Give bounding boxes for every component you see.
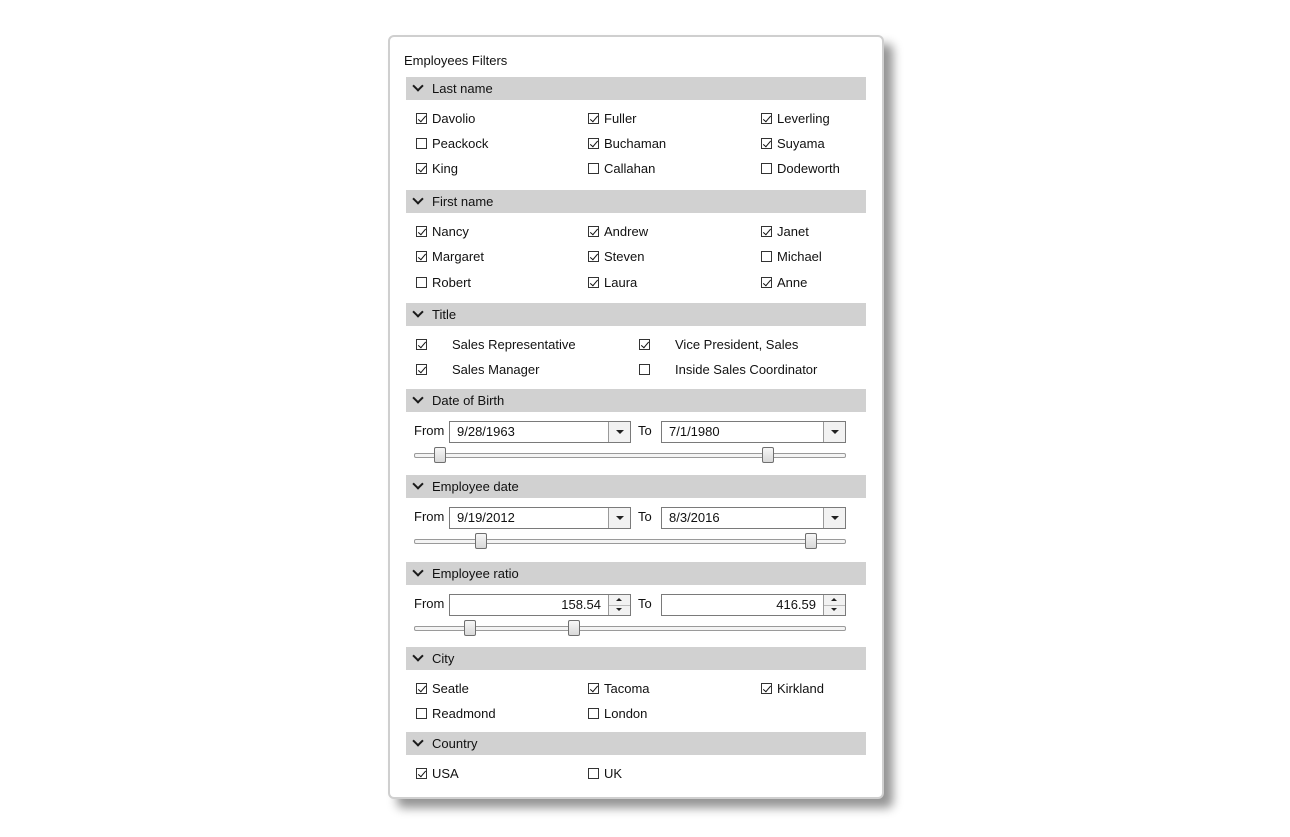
date-of-birth-to-dropdown[interactable] — [661, 421, 846, 443]
checkbox-box — [416, 113, 427, 124]
checkbox-label: Anne — [777, 275, 808, 290]
checkbox-box — [761, 138, 772, 149]
checkbox-box — [416, 251, 427, 262]
checkbox-box — [761, 277, 772, 288]
chevron-down-icon — [412, 193, 423, 204]
section-header-country[interactable] — [406, 732, 866, 755]
checkbox-label: Leverling — [777, 111, 830, 126]
checkbox-label: Robert — [432, 275, 472, 290]
date-of-birth-from-value: 9/28/1963 — [457, 424, 515, 439]
checkbox-label: Suyama — [777, 136, 825, 151]
date-of-birth-from-dropdown[interactable] — [449, 421, 631, 443]
employee-date-from-value: 9/19/2012 — [457, 510, 515, 525]
employee-date-to-value: 8/3/2016 — [669, 510, 720, 525]
checkbox-label: Margaret — [432, 249, 485, 264]
checkbox-box — [416, 708, 427, 719]
to-label: To — [638, 423, 652, 438]
section-header-employee-ratio[interactable] — [406, 562, 866, 585]
date-of-birth-to-value: 7/1/1980 — [669, 424, 720, 439]
chevron-down-icon — [412, 650, 423, 661]
employee-ratio-slider-low-thumb[interactable] — [464, 620, 476, 636]
employees-filters-panel — [388, 35, 884, 799]
checkbox-label: Andrew — [604, 224, 649, 239]
section-header-first-name[interactable] — [406, 190, 866, 213]
panel-title: Employees Filters — [404, 53, 508, 68]
section-header-city[interactable] — [406, 647, 866, 670]
checkbox-label: Peackock — [432, 136, 489, 151]
checkbox-label: Inside Sales Coordinator — [675, 362, 818, 377]
section-header-label: City — [432, 651, 455, 666]
employee-ratio-slider-track[interactable] — [414, 626, 846, 631]
checkbox-label: Dodeworth — [777, 161, 840, 176]
checkbox-label: Kirkland — [777, 681, 824, 696]
chevron-down-icon — [412, 80, 423, 91]
checkbox-box — [761, 163, 772, 174]
checkbox-label: UK — [604, 766, 623, 781]
employee-date-slider-high-thumb[interactable] — [805, 533, 817, 549]
checkbox-box — [761, 251, 772, 262]
checkbox-box — [416, 226, 427, 237]
from-label: From — [414, 423, 445, 438]
checkbox-box — [761, 226, 772, 237]
checkbox-label: Sales Manager — [452, 362, 540, 377]
checkbox-box — [639, 339, 650, 350]
dropdown-arrow-icon[interactable] — [823, 422, 845, 442]
chevron-down-icon — [412, 478, 423, 489]
date-of-birth-slider-high-thumb[interactable] — [762, 447, 774, 463]
checkbox-label: Callahan — [604, 161, 656, 176]
to-label: To — [638, 596, 652, 611]
checkbox-label: Buchaman — [604, 136, 667, 151]
checkbox-label: Nancy — [432, 224, 469, 239]
checkbox-label: Fuller — [604, 111, 637, 126]
dropdown-arrow-icon[interactable] — [823, 508, 845, 528]
checkbox-box — [588, 683, 599, 694]
chevron-down-icon — [412, 306, 423, 317]
section-header-last-name[interactable] — [406, 77, 866, 100]
from-label: From — [414, 509, 445, 524]
checkbox-label: Sales Representative — [452, 337, 576, 352]
section-header-label: First name — [432, 194, 494, 209]
section-header-label: Date of Birth — [432, 393, 505, 408]
section-header-title[interactable] — [406, 303, 866, 326]
chevron-down-icon — [412, 735, 423, 746]
spinner-down-icon[interactable] — [824, 605, 845, 615]
section-header-employee-date[interactable] — [406, 475, 866, 498]
checkbox-box — [639, 364, 650, 375]
employee-ratio-from-spinner[interactable] — [449, 594, 631, 616]
section-header-label: Last name — [432, 81, 493, 96]
employee-ratio-to-value: 416.59 — [776, 597, 816, 612]
spinner-down-icon[interactable] — [609, 605, 630, 615]
checkbox-label: Davolio — [432, 111, 476, 126]
from-label: From — [414, 596, 445, 611]
to-label: To — [638, 509, 652, 524]
chevron-down-icon — [412, 565, 423, 576]
checkbox-box — [416, 683, 427, 694]
employee-ratio-slider-high-thumb[interactable] — [568, 620, 580, 636]
section-header-date-of-birth[interactable] — [406, 389, 866, 412]
checkbox-box — [588, 226, 599, 237]
checkbox-label: Michael — [777, 249, 822, 264]
checkbox-box — [761, 683, 772, 694]
checkbox-box — [588, 113, 599, 124]
section-header-label: Title — [432, 307, 457, 322]
checkbox-label: Tacoma — [604, 681, 650, 696]
checkbox-box — [588, 708, 599, 719]
chevron-down-icon — [412, 392, 423, 403]
date-of-birth-slider-low-thumb[interactable] — [434, 447, 446, 463]
checkbox-label: London — [604, 706, 648, 721]
checkbox-label: USA — [432, 766, 459, 781]
employee-ratio-to-spinner[interactable] — [661, 594, 846, 616]
checkbox-label: Seatle — [432, 681, 469, 696]
checkbox-box — [416, 163, 427, 174]
spinner-arrows — [608, 595, 630, 615]
checkbox-box — [416, 339, 427, 350]
dropdown-arrow-icon[interactable] — [608, 508, 630, 528]
section-header-label: Employee date — [432, 479, 519, 494]
checkbox-label: King — [432, 161, 459, 176]
employee-date-slider-low-thumb[interactable] — [475, 533, 487, 549]
checkbox-box — [588, 768, 599, 779]
date-of-birth-slider-track[interactable] — [414, 453, 846, 458]
checkbox-label: Laura — [604, 275, 638, 290]
checkbox-box — [416, 277, 427, 288]
employee-ratio-from-value: 158.54 — [561, 597, 601, 612]
checkbox-label: Steven — [604, 249, 645, 264]
checkbox-label: Vice President, Sales — [675, 337, 799, 352]
checkbox-label: Janet — [777, 224, 809, 239]
checkbox-box — [588, 277, 599, 288]
checkbox-box — [761, 113, 772, 124]
dropdown-arrow-icon[interactable] — [608, 422, 630, 442]
checkbox-box — [416, 364, 427, 375]
checkbox-box — [416, 138, 427, 149]
checkbox-box — [416, 768, 427, 779]
employee-date-to-dropdown[interactable] — [661, 507, 846, 529]
checkbox-box — [588, 138, 599, 149]
checkbox-box — [588, 251, 599, 262]
section-header-label: Employee ratio — [432, 566, 519, 581]
employee-date-from-dropdown[interactable] — [449, 507, 631, 529]
checkbox-box — [588, 163, 599, 174]
checkbox-label: Readmond — [432, 706, 496, 721]
section-header-label: Country — [432, 736, 478, 751]
spinner-arrows — [823, 595, 845, 615]
